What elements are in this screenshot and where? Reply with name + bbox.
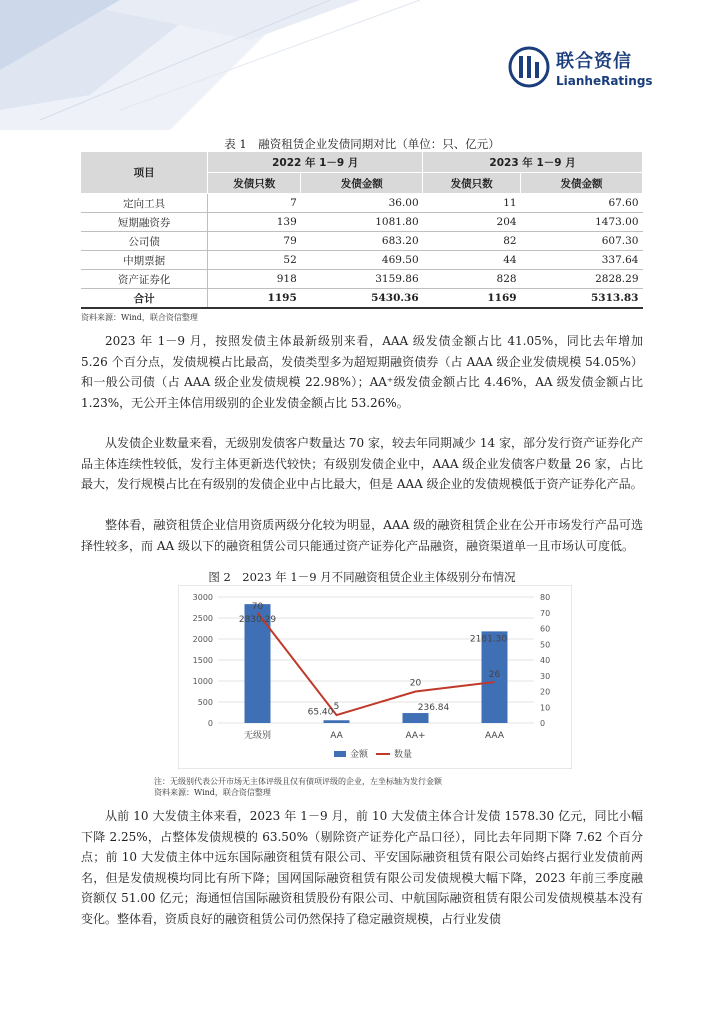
y-left-tick-label: 2500 [192,614,213,623]
table-caption: 表 1 融资租赁企业发债同期对比（单位：只、亿元） [224,137,500,151]
y-left-tick-label: 3000 [192,593,213,602]
y-right-tick-label: 60 [540,624,551,634]
x-tick-label: AA [330,731,343,741]
cell-amount-2022: 469.50 [301,251,423,270]
y-right-tick-label: 80 [540,593,551,602]
company-logo [508,46,653,88]
cell-count-2023: 44 [423,251,521,270]
y-right-tick-label: 40 [540,656,551,665]
table-row [81,213,643,232]
cell-count-2022: 52 [208,251,301,270]
header-item: 项目 [81,152,208,194]
header-amount-2023: 发债金额 [521,173,643,194]
rating-distribution-chart [178,585,572,769]
y-right-tick-label: 10 [540,703,551,713]
legend-label-amount: 金额 [350,750,369,760]
cell-amount-2023: 2828.29 [521,270,643,289]
total-amount-2022: 5430.36 [301,289,423,309]
y-right-tick-label: 20 [540,687,551,697]
line-data-label: 26 [488,670,501,681]
x-tick-label: AAA [485,731,504,741]
total-amount-2023: 5313.83 [521,289,643,309]
cell-count-2023: 11 [423,194,521,213]
paragraph-3: 整体看，融资租赁企业信用资质两级分化较为明显，AAA 级的融资租赁企业在公开市场发行产品可选择性较多，而 AA 级以下的融资租赁公司只能通过资产证券化产品融资，融资渠道单一且市场认可度低。 [81,518,643,553]
cell-amount-2023: 607.30 [521,232,643,251]
row-label: 定向工具 [81,194,208,213]
header-count-2022: 发债只数 [208,173,301,194]
table-source: 资料来源：Wind，联合资信整理 [81,313,198,322]
cell-count-2022: 7 [208,194,301,213]
cell-amount-2023: 337.64 [521,251,643,270]
cell-amount-2023: 1473.00 [521,213,643,232]
paragraph-1: 2023 年 1－9 月，按照发债主体最新级别来看，AAA 级发债金额占比 41.05%，同比去年增加 5.26 个百分点，发债规模占比最高，发债类型多为超短期融资债券（占 AAA 级企业发债规模 54.05%）和一般公司债（占 AAA 级企业发债规模 22.98%）；AA⁺级发债金额占比 4.46%，AA 级发债金额占比 1.23%，无公开主体信用级别的企业发债金额占比 53.26%。 [81,334,643,410]
bar [403,713,429,723]
figure-note: 注：无级别代表公开市场无主体评级且仅有债项评级的企业，左坐标轴为发行金额 [154,777,442,786]
logo-chinese-name: 联合资信 [556,50,632,72]
bar [324,720,350,723]
total-label: 合计 [81,289,208,309]
y-right-tick-label: 0 [540,719,546,728]
bar-data-label: 65.40 [307,707,334,718]
row-label: 资产证券化 [81,270,208,289]
row-label: 短期融资券 [81,213,208,232]
paragraph-2: 从发债企业数量来看，无级别发债客户数量达 70 家，较去年同期减少 14 家，部分发行资产证券化产品主体连续性较低，发行主体更新迭代较快；有级别发债企业中，AAA 级企业发债客户数量 26 家，占比最大，发行规模占比在有级别的发债企业中占比最大，但是 AAA 级企业的发债规模低于资产证券化产品。 [81,436,643,491]
bar-data-label: 236.84 [417,703,450,714]
cell-amount-2023: 67.60 [521,194,643,213]
y-left-tick-label: 0 [207,719,213,728]
cell-amount-2022: 683.20 [301,232,423,251]
table-row [81,232,643,251]
table-row [81,194,643,213]
line-data-label: 5 [333,702,340,713]
y-right-tick-label: 50 [540,640,551,650]
header-count-2023: 发债只数 [423,173,521,194]
figure-caption: 图 2 2023 年 1－9 月不同融资租赁企业主体级别分布情况 [208,570,516,584]
legend-label-count: 数量 [394,750,413,760]
cell-amount-2022: 3159.86 [301,270,423,289]
x-tick-label: 无级别 [243,731,272,741]
total-count-2023: 1169 [423,289,521,309]
cell-amount-2022: 1081.80 [301,213,423,232]
y-right-tick-label: 30 [540,671,551,681]
cell-count-2023: 828 [423,270,521,289]
total-count-2022: 1195 [208,289,301,309]
cell-count-2022: 79 [208,232,301,251]
cell-count-2023: 82 [423,232,521,251]
row-label: 中期票据 [81,251,208,270]
table-row [81,251,643,270]
header-period-2022: 2022 年 1－9 月 [208,152,423,173]
cell-count-2023: 204 [423,213,521,232]
header-amount-2022: 发债金额 [301,173,423,194]
legend-swatch-amount [334,751,346,757]
bond-issuance-table [81,152,643,309]
table-total-row [81,289,643,309]
figure-source: 资料来源：Wind，联合资信整理 [154,788,271,797]
cell-count-2022: 918 [208,270,301,289]
bar-data-label: 2830.29 [238,615,277,626]
y-right-tick-label: 70 [540,608,551,618]
chart-frame [178,585,572,769]
y-left-tick-label: 500 [197,698,213,707]
header-period-2023: 2023 年 1－9 月 [423,152,643,173]
table-row [81,270,643,289]
y-left-tick-label: 2000 [192,635,213,644]
row-label: 公司债 [81,232,208,251]
line-data-label: 70 [251,601,264,612]
paragraph-4: 从前 10 大发债主体来看，2023 年 1－9 月，前 10 大发债主体合计发债 1578.30 亿元，同比小幅下降 2.25%，占整体发债规模的 63.50%（剔除资产证券化产品口径），同比去年同期下降 7.62 个百分点；前 10 大发债主体中远东国际融资租赁有限公司、平安国际融资租赁有限公司始终占据行业发债前两名，但是发债规模均同比有所下降；国网国际融资租赁有限公司发债规模大幅下降，2023 年前三季度融资额仅 51.00 亿元；海通恒信国际融资租赁股份有限公司、中航国际融资租赁有限公司发债规模基本没有变化。整体看，资质良好的融资租赁公司仍然保持了稳定融资规模，占行业发债 [81,809,643,926]
cell-amount-2022: 36.00 [301,194,423,213]
line-data-label: 20 [409,678,422,689]
x-tick-label: AA+ [405,731,426,741]
logo-english-name: LianheRatings [556,73,653,88]
lianhe-logo-icon [508,46,550,88]
y-left-tick-label: 1500 [192,656,213,665]
bar-data-label: 2181.30 [469,634,508,645]
cell-count-2022: 139 [208,213,301,232]
y-left-tick-label: 1000 [192,677,213,686]
